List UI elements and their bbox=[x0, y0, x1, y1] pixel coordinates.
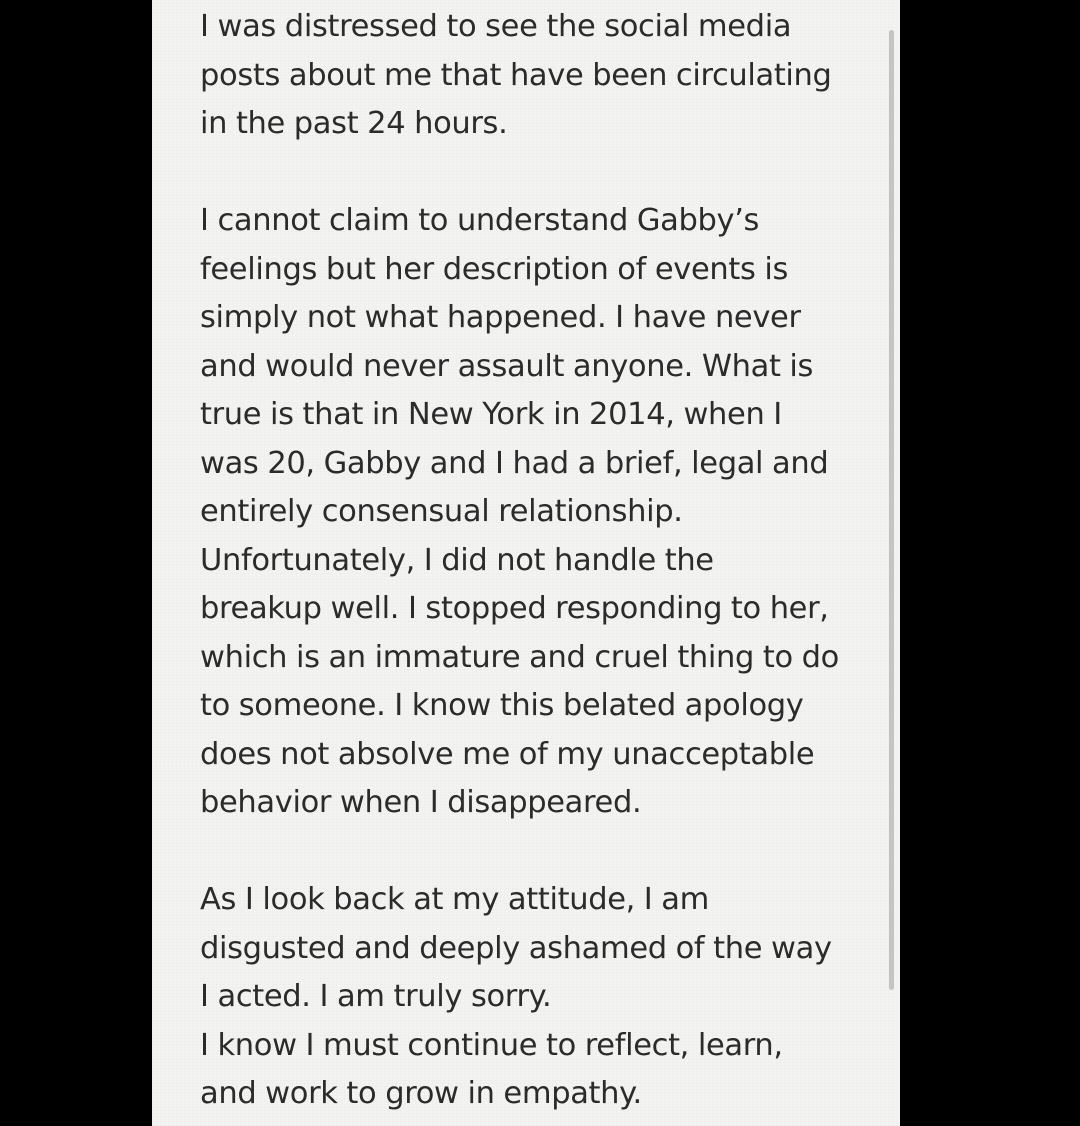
scrollbar[interactable] bbox=[889, 30, 894, 990]
note-text[interactable] bbox=[200, 3, 872, 1119]
note-line: and would never assault anyone. What is bbox=[200, 348, 814, 384]
note-line: disgusted and deeply ashamed of the way bbox=[200, 930, 832, 966]
note-line: true is that in New York in 2014, when I bbox=[200, 397, 782, 432]
note-line: I know I must continue to reflect, learn, bbox=[200, 1027, 783, 1063]
note-line: and work to grow in empathy. bbox=[200, 1076, 642, 1111]
note-line: entirely consensual relationship. bbox=[200, 494, 683, 529]
note-line: I was distressed to see the social media bbox=[200, 9, 792, 44]
note-line: to someone. I know this belated apology bbox=[200, 688, 804, 723]
note-line: which is an immature and cruel thing to do bbox=[200, 639, 839, 675]
note-line: I cannot claim to understand Gabby’s bbox=[200, 203, 760, 238]
note-line: feelings but her description of events is bbox=[200, 251, 789, 287]
note-line: posts about me that have been circulating bbox=[200, 57, 832, 93]
note-line: was 20, Gabby and I had a brief, legal and bbox=[200, 445, 829, 481]
paragraph-gap bbox=[200, 149, 872, 198]
note-line: in the past 24 hours. bbox=[200, 106, 508, 141]
note-line: breakup well. I stopped responding to her, bbox=[200, 591, 829, 626]
note-line: Unfortunately, I did not handle the bbox=[200, 542, 714, 578]
note-line: simply not what happened. I have never bbox=[200, 300, 801, 335]
note-line: As I look back at my attitude, I am bbox=[200, 882, 709, 917]
note-line: I acted. I am truly sorry. bbox=[200, 979, 552, 1014]
note-line: behavior when I disappeared. bbox=[200, 785, 642, 820]
paragraph-gap bbox=[200, 828, 872, 877]
note-paper[interactable] bbox=[152, 0, 900, 1126]
note-line: does not absolve me of my unacceptable bbox=[200, 736, 815, 772]
